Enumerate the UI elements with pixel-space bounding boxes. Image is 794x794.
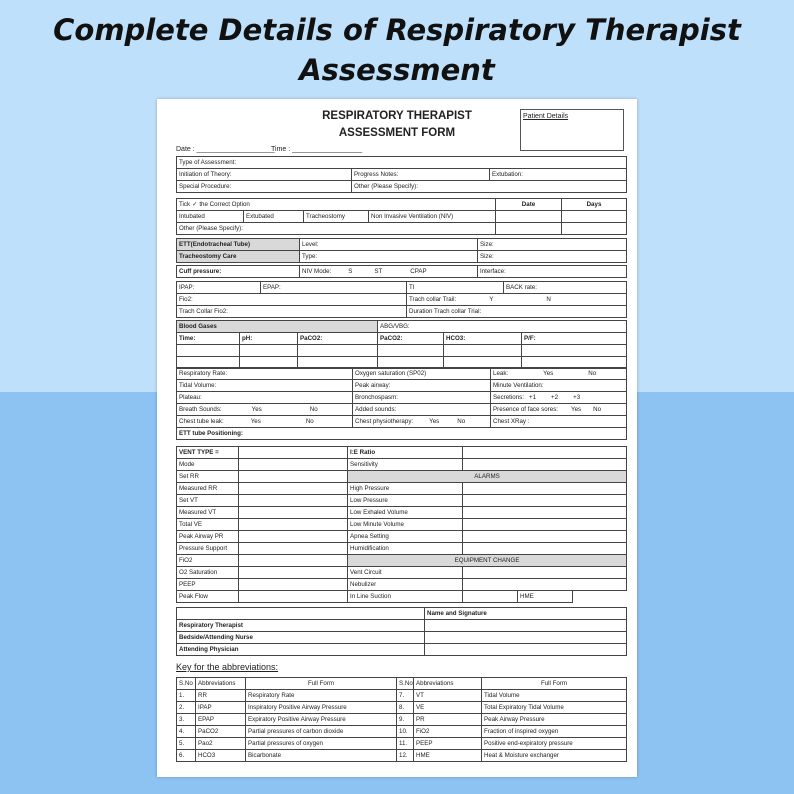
- table-row: [177, 507, 627, 519]
- checkmark-icon: ✓: [192, 201, 198, 208]
- breath-sounds-no-option[interactable]: No: [309, 406, 318, 413]
- chest-tube-leak-label: Chest tube leak:: [179, 418, 224, 425]
- vent-param-value[interactable]: [463, 543, 627, 555]
- bg-paco2-header: PaCO2:: [298, 333, 378, 345]
- patient-details-box[interactable]: [520, 109, 624, 151]
- ett-positioning-cell[interactable]: ETT tube Positioning:: [177, 428, 627, 440]
- vent-param-label: Measured RR: [177, 483, 239, 495]
- vent-param-label: Mode: [177, 459, 239, 471]
- abbr-full: Respiratory Rate: [246, 690, 397, 702]
- trach-size-cell[interactable]: Size:: [478, 251, 627, 263]
- ipap-cell[interactable]: IPAP:: [177, 282, 261, 294]
- trach-collar-trail-label: Trach collar Trail:: [409, 296, 457, 303]
- blood-gases-label: Blood Gases: [177, 321, 378, 333]
- fio2-cell[interactable]: Fio2:: [177, 294, 407, 306]
- vent-param-value[interactable]: [239, 459, 348, 471]
- secretions-plus3-option[interactable]: +3: [573, 394, 581, 401]
- vent-param-value[interactable]: [239, 471, 348, 483]
- vent-param-value[interactable]: [239, 483, 348, 495]
- vent-param-value[interactable]: [463, 459, 627, 471]
- vent-param-label: Set VT: [177, 495, 239, 507]
- abbr-code: HCO3: [196, 750, 246, 762]
- vent-param-value[interactable]: [239, 579, 348, 591]
- vent-param-label: Low Pressure: [348, 495, 463, 507]
- days-cell[interactable]: [562, 211, 627, 223]
- breath-sounds-label: Breath Sounds:: [179, 406, 222, 413]
- headline-line-2: Assessment: [299, 53, 495, 87]
- option-extubated[interactable]: Extubated: [244, 211, 304, 223]
- bg-cell[interactable]: [240, 345, 298, 357]
- abbr-sno: 10.: [397, 726, 414, 738]
- vent-param-value[interactable]: [463, 591, 518, 603]
- date-header: Date: [496, 199, 562, 211]
- abbr-code: VE: [414, 702, 482, 714]
- abbreviations-key-title: Key for the abbreviations:: [176, 662, 279, 672]
- face-sores-label: Presence of face sores:: [493, 406, 559, 413]
- table-row: [177, 543, 627, 555]
- table-row: [177, 567, 627, 579]
- table-row: [177, 519, 627, 531]
- table-row: [177, 368, 627, 380]
- abbr-code: PEEP: [414, 738, 482, 750]
- abbr-sno: 6.: [177, 750, 196, 762]
- vent-param-label: Low Exhaled Volume: [348, 507, 463, 519]
- vent-param-label: Set RR: [177, 471, 239, 483]
- table-row: [177, 251, 627, 263]
- table-row: [177, 591, 627, 603]
- vent-param-value[interactable]: [463, 495, 627, 507]
- vent-param-value[interactable]: [239, 555, 348, 567]
- patient-details-label: Patient Details: [523, 113, 569, 120]
- table-row: [177, 750, 627, 762]
- chest-tube-yes-option[interactable]: Yes: [250, 418, 261, 425]
- secretions-plus1-option[interactable]: +1: [528, 394, 537, 401]
- table-row: [177, 223, 627, 235]
- abbreviations-table: [176, 677, 627, 762]
- observations-table: [176, 367, 627, 440]
- tidal-volume-cell[interactable]: Tidal Volume:: [177, 380, 353, 392]
- chest-physio-cell[interactable]: [353, 416, 491, 428]
- signature-role-physician: Attending Physician: [177, 644, 425, 656]
- abbr-sno: 3.: [177, 714, 196, 726]
- abbr-code: PaCO2: [196, 726, 246, 738]
- secretions-label: Secretions:: [493, 394, 524, 401]
- breath-sounds-cell[interactable]: [177, 404, 353, 416]
- face-sores-yes-option[interactable]: Yes: [571, 406, 582, 413]
- option-niv[interactable]: Non Invasive Ventilation (NIV): [369, 211, 496, 223]
- chest-physio-no-option[interactable]: No: [457, 418, 466, 425]
- signature-role-header: [177, 608, 425, 620]
- vent-param-label: I:E Ratio: [348, 447, 463, 459]
- secretions-cell[interactable]: [491, 392, 627, 404]
- vent-param-value[interactable]: [239, 567, 348, 579]
- blood-gases-table: [176, 320, 627, 369]
- headline-line-1: Complete Details of Respiratory Therapist: [53, 13, 741, 47]
- abbr-full: Expiratory Positive Airway Pressure: [246, 714, 397, 726]
- vent-param-value[interactable]: [239, 591, 348, 603]
- ett-label: ETT(Endotracheal Tube): [177, 239, 300, 251]
- ett-table: [176, 238, 627, 263]
- abbr-sno: 4.: [177, 726, 196, 738]
- table-row: [177, 345, 627, 357]
- table-row: [177, 392, 627, 404]
- trach-collar-trail-cell[interactable]: [407, 294, 627, 306]
- abbr-full: Fraction of inspired oxygen: [482, 726, 627, 738]
- time-field[interactable]: Time : __________________: [271, 146, 363, 153]
- abbr-code: Pao2: [196, 738, 246, 750]
- vent-param-label: Sensitivity: [348, 459, 463, 471]
- bronchospasm-cell[interactable]: Bronchospasm:: [353, 392, 491, 404]
- cuff-niv-table: [176, 265, 627, 278]
- table-row: [177, 447, 627, 459]
- vent-section-header: EQUIPMENT CHANGE: [348, 555, 627, 567]
- niv-mode-cell[interactable]: [300, 266, 478, 278]
- leak-no-option[interactable]: No: [588, 370, 597, 377]
- special-procedure-cell[interactable]: Special Procedure:: [177, 181, 352, 193]
- abg-vbg-cell[interactable]: ABG/VBG:: [378, 321, 627, 333]
- abbr-sno: 9.: [397, 714, 414, 726]
- abbr-code: FiO2: [414, 726, 482, 738]
- vent-param-value[interactable]: [239, 531, 348, 543]
- table-row: [177, 404, 627, 416]
- leak-label: Leak:: [493, 370, 509, 377]
- form-title: [287, 108, 507, 142]
- vent-param-value[interactable]: [239, 543, 348, 555]
- vent-param-label: Measured VT: [177, 507, 239, 519]
- table-row: [177, 644, 627, 656]
- assessment-type-table: [176, 156, 627, 193]
- trail-no-option[interactable]: N: [546, 296, 551, 303]
- bg-pf-header: P/F:: [522, 333, 627, 345]
- vent-param-value[interactable]: [463, 507, 627, 519]
- extubation-cell[interactable]: Extubation:: [490, 169, 627, 181]
- vent-param-value[interactable]: [239, 507, 348, 519]
- option-other[interactable]: Other (Please Specify):: [177, 223, 496, 235]
- table-row: [177, 632, 627, 644]
- vent-param-label: Nebulizer: [348, 579, 463, 591]
- vent-param-label: Peak Flow: [177, 591, 239, 603]
- table-row: [177, 531, 627, 543]
- added-sounds-cell[interactable]: Added sounds:: [353, 404, 491, 416]
- table-row: [177, 306, 627, 318]
- table-row: [177, 282, 627, 294]
- back-rate-cell[interactable]: BACK rate:: [504, 282, 627, 294]
- tick-label: Tick: [179, 201, 191, 208]
- signature-field[interactable]: [425, 644, 627, 656]
- trail-yes-option[interactable]: Y: [489, 296, 494, 303]
- abbr-sno: 8.: [397, 702, 414, 714]
- abbr-sno: 2.: [177, 702, 196, 714]
- vent-param-label: Total VE: [177, 519, 239, 531]
- table-row: [177, 380, 627, 392]
- signature-role-nurse: Bedside/Attending Nurse: [177, 632, 425, 644]
- vent-param-label: Low Minute Volume: [348, 519, 463, 531]
- abbr-header-abbr: Abbreviations: [196, 678, 246, 690]
- abbr-sno: 5.: [177, 738, 196, 750]
- abbr-sno: 1.: [177, 690, 196, 702]
- vent-param-label: O2 Saturation: [177, 567, 239, 579]
- chest-xray-cell[interactable]: Chest XRay :: [491, 416, 627, 428]
- table-row: [177, 199, 627, 211]
- bg-hco3-header: HCO3:: [444, 333, 522, 345]
- table-row: [177, 428, 627, 440]
- ett-level-cell[interactable]: Level:: [300, 239, 478, 251]
- face-sores-no-option[interactable]: No: [593, 406, 602, 413]
- abbr-code: PR: [414, 714, 482, 726]
- vent-param-value[interactable]: [463, 579, 627, 591]
- abbr-full: Peak Airway Pressure: [482, 714, 627, 726]
- ventilation-params-table: [176, 281, 627, 318]
- assessment-form-sheet: [157, 99, 637, 777]
- plateau-cell[interactable]: Plateau:: [177, 392, 353, 404]
- form-title-line-2: ASSESSMENT FORM: [338, 127, 456, 139]
- table-row: [177, 495, 627, 507]
- niv-option-st[interactable]: ST: [374, 268, 383, 275]
- vent-param-value[interactable]: [239, 519, 348, 531]
- vent-param-label: VENT TYPE =: [177, 447, 239, 459]
- vent-param-label: Apnea Setting: [348, 531, 463, 543]
- ti-cell[interactable]: TI: [407, 282, 504, 294]
- signature-table: [176, 607, 627, 656]
- tick-instruction: [177, 199, 496, 211]
- abbr-header-abbr-2: Abbreviations: [414, 678, 482, 690]
- option-intubated[interactable]: Intubated: [177, 211, 244, 223]
- bg-cell[interactable]: [444, 345, 522, 357]
- vent-param-label: Pressure Support: [177, 543, 239, 555]
- bg-paco2-header-2: PaCO2:: [378, 333, 444, 345]
- vent-hme-label: HME: [518, 591, 573, 603]
- duration-trial-cell[interactable]: Duration Trach collar Trial:: [407, 306, 627, 318]
- niv-option-cpap[interactable]: CPAP: [410, 268, 427, 275]
- table-row: [177, 471, 627, 483]
- vent-param-label: Vent Circuit: [348, 567, 463, 579]
- table-row: [177, 714, 627, 726]
- tick-option-label: the Correct Option: [199, 201, 250, 208]
- other-specify-cell[interactable]: Other (Please Specify):: [352, 181, 627, 193]
- chest-tube-no-option[interactable]: No: [305, 418, 314, 425]
- abbr-code: EPAP: [196, 714, 246, 726]
- table-row: [177, 211, 627, 223]
- bg-ph-header: pH:: [240, 333, 298, 345]
- niv-option-s[interactable]: S: [348, 268, 353, 275]
- table-row: [177, 579, 627, 591]
- vent-param-value[interactable]: [463, 519, 627, 531]
- form-title-line-1: RESPIRATORY THERAPIST: [322, 110, 472, 122]
- vent-param-value[interactable]: [239, 447, 348, 459]
- table-row: [177, 608, 627, 620]
- vent-param-value[interactable]: [463, 531, 627, 543]
- abbr-header-full: Full Form: [246, 678, 397, 690]
- vent-param-label: In Line Suction: [348, 591, 463, 603]
- table-row: [177, 416, 627, 428]
- vent-param-value[interactable]: [463, 483, 627, 495]
- vent-param-value[interactable]: [239, 495, 348, 507]
- abbr-sno: 12.: [397, 750, 414, 762]
- vent-param-label: PEEP: [177, 579, 239, 591]
- interface-cell[interactable]: Interface:: [478, 266, 627, 278]
- tick-options-table: [176, 198, 627, 235]
- bg-time-header: Time:: [177, 333, 240, 345]
- type-of-assessment-cell[interactable]: Type of Assessment:: [177, 157, 627, 169]
- table-row: [177, 266, 627, 278]
- leak-cell[interactable]: [491, 368, 627, 380]
- option-tracheostomy[interactable]: Tracheostomy: [304, 211, 369, 223]
- leak-yes-option[interactable]: Yes: [543, 370, 554, 377]
- abbr-code: VT: [414, 690, 482, 702]
- table-row: [177, 690, 627, 702]
- ventilator-settings-table: [176, 446, 627, 603]
- vent-param-label: Humidification: [348, 543, 463, 555]
- days-cell[interactable]: [562, 223, 627, 235]
- chest-tube-leak-cell[interactable]: [177, 416, 353, 428]
- abbr-header-sno: S.No: [177, 678, 196, 690]
- table-row: [177, 333, 627, 345]
- trach-collar-fio2-cell[interactable]: Trach Collar Fio2:: [177, 306, 407, 318]
- abbr-full: Inspiratory Positive Airway Pressure: [246, 702, 397, 714]
- abbr-full: Tidal Volume: [482, 690, 627, 702]
- abbr-full: Partial pressures of carbon dioxide: [246, 726, 397, 738]
- respiratory-rate-cell[interactable]: Respiratory Rate:: [177, 368, 353, 380]
- vent-param-label: High Pressure: [348, 483, 463, 495]
- minute-ventilation-cell[interactable]: Minute Ventilation:: [491, 380, 627, 392]
- table-row: [177, 239, 627, 251]
- table-row: [177, 555, 627, 567]
- table-row: [177, 321, 627, 333]
- vent-param-value[interactable]: [573, 591, 627, 603]
- abbr-full: Heat & Moisture exchanger: [482, 750, 627, 762]
- vent-param-value[interactable]: [463, 447, 627, 459]
- niv-mode-label: NIV Mode:: [302, 268, 332, 275]
- epap-cell[interactable]: EPAP:: [261, 282, 407, 294]
- bg-cell[interactable]: [298, 345, 378, 357]
- secretions-plus2-option[interactable]: +2: [551, 394, 559, 401]
- abbr-code: HME: [414, 750, 482, 762]
- table-row: [177, 181, 627, 193]
- abbr-full: Bicarbonate: [246, 750, 397, 762]
- signature-field[interactable]: [425, 620, 627, 632]
- table-row: [177, 726, 627, 738]
- table-row: [177, 702, 627, 714]
- days-header: Days: [562, 199, 627, 211]
- signature-header: Name and Signature: [425, 608, 627, 620]
- vent-param-label: FiO2: [177, 555, 239, 567]
- table-row: [177, 678, 627, 690]
- initiation-cell[interactable]: Initiation of Theory:: [177, 169, 352, 181]
- vent-param-value[interactable]: [463, 567, 627, 579]
- abbr-header-full-2: Full Form: [482, 678, 627, 690]
- date-field[interactable]: Date : ____________________: [176, 146, 275, 153]
- table-row: [177, 169, 627, 181]
- bg-cell[interactable]: [177, 345, 240, 357]
- abbr-header-sno-2: S.No: [397, 678, 414, 690]
- table-row: [177, 738, 627, 750]
- abbr-code: RR: [196, 690, 246, 702]
- table-row: [177, 294, 627, 306]
- date-cell[interactable]: [496, 211, 562, 223]
- date-cell[interactable]: [496, 223, 562, 235]
- headline: [0, 10, 794, 90]
- abbr-code: IPAP: [196, 702, 246, 714]
- table-row: [177, 459, 627, 471]
- table-row: [177, 157, 627, 169]
- signature-field[interactable]: [425, 632, 627, 644]
- chest-physio-label: Chest physiotherapy:: [355, 418, 414, 425]
- bg-cell[interactable]: [378, 345, 444, 357]
- cuff-pressure-cell[interactable]: Cuff pressure:: [177, 266, 300, 278]
- oxygen-saturation-cell[interactable]: Oxygen saturation (SP02): [353, 368, 491, 380]
- table-row: [177, 620, 627, 632]
- vent-section-header: ALARMS: [348, 471, 627, 483]
- breath-sounds-yes-option[interactable]: Yes: [251, 406, 262, 413]
- signature-role-therapist: Respiratory Therapist: [177, 620, 425, 632]
- bg-cell[interactable]: [522, 345, 627, 357]
- abbr-sno: 7.: [397, 690, 414, 702]
- trach-type-cell[interactable]: Type:: [300, 251, 478, 263]
- abbr-full: Partial pressures of oxygen: [246, 738, 397, 750]
- chest-physio-yes-option[interactable]: Yes: [429, 418, 440, 425]
- abbr-full: Total Expiratory Tidal Volume: [482, 702, 627, 714]
- progress-notes-cell[interactable]: Progress Notes:: [352, 169, 490, 181]
- trach-care-label: Tracheostomy Care: [177, 251, 300, 263]
- ett-size-cell[interactable]: Size:: [478, 239, 627, 251]
- abbr-full: Positive end-expiratory pressure: [482, 738, 627, 750]
- vent-param-label: Peak Airway PR: [177, 531, 239, 543]
- abbr-sno: 11.: [397, 738, 414, 750]
- peak-airway-cell[interactable]: Peak airway:: [353, 380, 491, 392]
- table-row: [177, 483, 627, 495]
- face-sores-cell[interactable]: [491, 404, 627, 416]
